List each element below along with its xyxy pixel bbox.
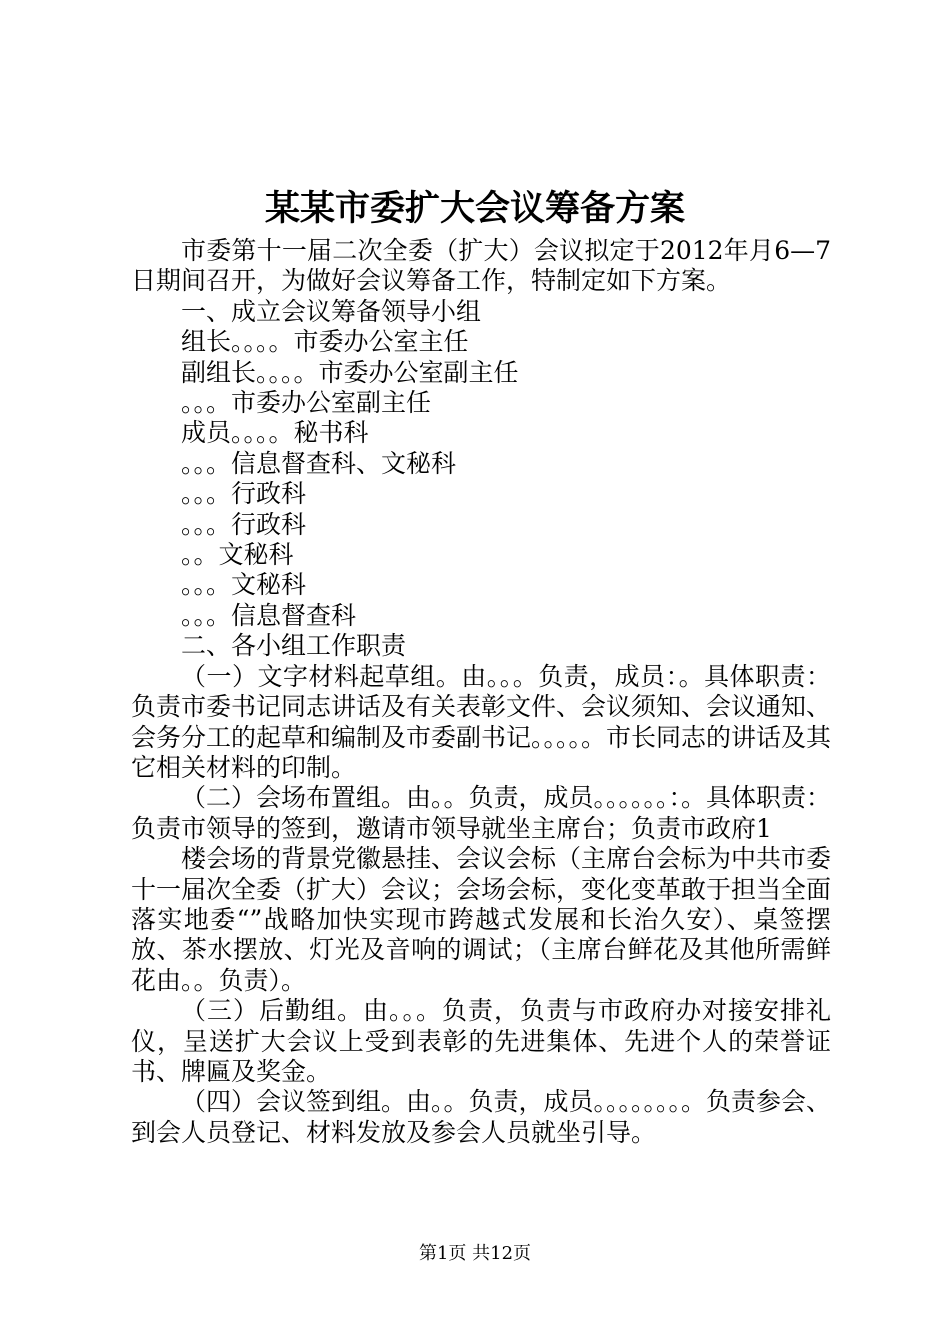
list-item-member-7: 。。。信息督查科 [181, 600, 357, 630]
document-body [131, 236, 831, 1148]
section-heading-2: 二、各小组工作职责 [181, 631, 407, 661]
paragraph-group-1: （一）文字材料起草组。由。。。负责，成员：。具体职责：负责市委书记同志讲话及有关表彰文件、会议须知、会议通知、会务分工的起草和编制及市委副书记。。。。。市长同志的讲话及其它相关材料的印制。 [131, 661, 832, 782]
list-item-member-2: 。。。信息督查科、文秘科 [181, 448, 457, 478]
list-item-deputy-leader: 副组长。。。。市委办公室副主任 [181, 357, 519, 387]
list-item-member-3: 。。。行政科 [181, 479, 307, 509]
paragraph-group-4: （四）会议签到组。由。。负责，成员。。。。。。。。负责参会、到会人员登记、材料发放及参会人员就坐引导。 [131, 1087, 832, 1147]
list-item-members: 成员。。。。秘书科 [181, 418, 369, 448]
list-item-leader: 组长。。。。市委办公室主任 [181, 327, 469, 357]
paragraph-group-3: （三）后勤组。由。。。负责，负责与市政府办对接安排礼仪，呈送扩大会议上受到表彰的先进集体、先进个人的荣誉证书、牌匾及奖金。 [131, 996, 831, 1086]
paragraph-group-2-cont: 楼会场的背景党徽悬挂、会议会标（主席台会标为中共市委十一届次全委（扩大）会议；会场会标，变化变革敢于担当全面落实地委“”战略加快实现市跨越式发展和长治久安）、桌签摆放、茶水摆放、灯光及音响的调试；（主席台鲜花及其他所需鲜花由。。负责）。 [131, 844, 832, 995]
document-title: 某某市委扩大会议筹备方案 [264, 188, 685, 229]
paragraph-group-2: （二）会场布置组。由。。负责，成员。。。。。。：。具体职责：负责市领导的签到，邀请市领导就坐主席台；负责市政府1 [131, 783, 832, 843]
list-item-deputy-leader-2: 。。。市委办公室副主任 [181, 388, 432, 418]
page-number: 第1页 共12页 [418, 1243, 532, 1264]
section-heading-1: 一、成立会议筹备领导小组 [181, 296, 482, 326]
paragraph-intro: 市委第十一届二次全委（扩大）会议拟定于2012年月6—7日期间召开，为做好会议筹备工作，特制定如下方案。 [131, 236, 831, 296]
list-item-member-4: 。。。行政科 [181, 509, 307, 539]
list-item-member-5: 。。文秘科 [181, 540, 294, 570]
list-item-member-6: 。。。文秘科 [181, 570, 307, 600]
